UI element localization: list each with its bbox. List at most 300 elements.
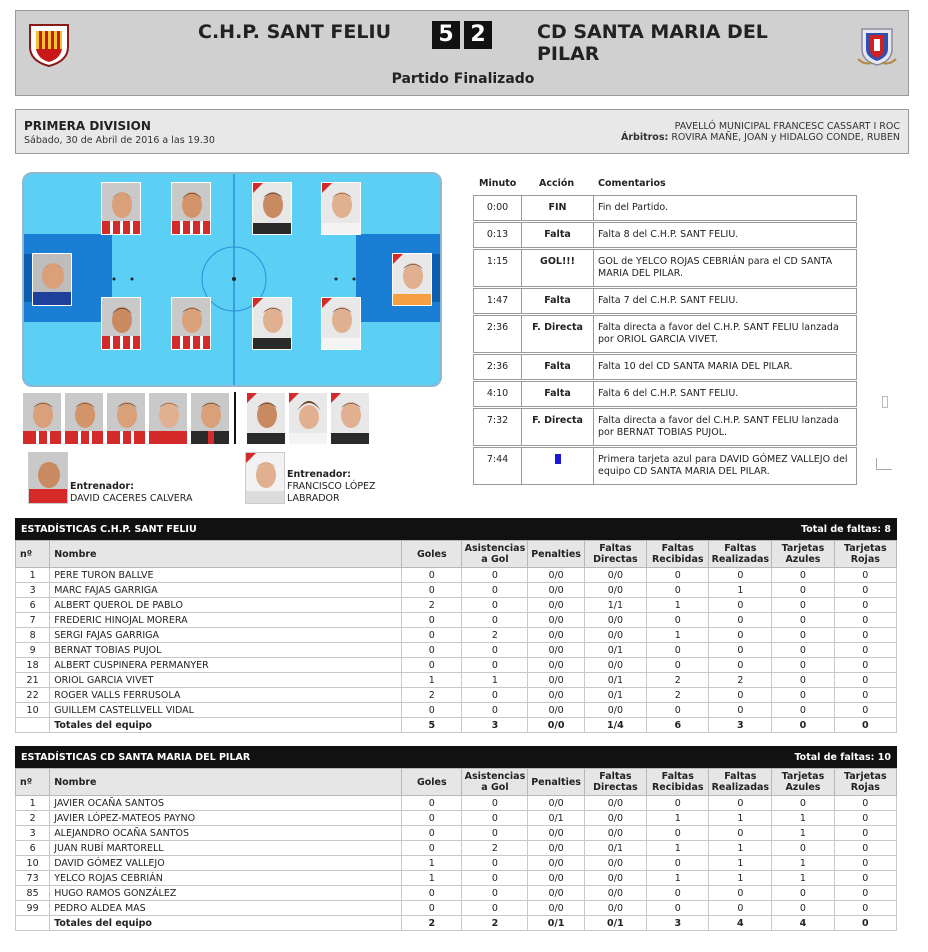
stat-cell: 0	[772, 598, 834, 613]
stat-cell: 8	[16, 628, 50, 643]
stat-cell: 0	[709, 826, 772, 841]
away-coach-label: Entrenador:	[287, 469, 351, 480]
stat-cell: 0	[402, 796, 462, 811]
stat-cell: 0	[772, 658, 834, 673]
stats-column-header[interactable]: Faltas Realizadas	[709, 769, 772, 796]
stat-cell: 0/0	[528, 568, 584, 583]
stat-cell: 0	[834, 598, 896, 613]
stat-cell: 0	[834, 796, 896, 811]
stat-cell: 0	[772, 688, 834, 703]
home-coach-label: Entrenador:	[70, 481, 134, 492]
stat-cell: 0	[647, 901, 709, 916]
stat-cell: 0	[462, 796, 528, 811]
player-name[interactable]: ALBERT QUEROL DE PABLO	[50, 598, 402, 613]
stat-cell: 0	[647, 886, 709, 901]
stat-cell: 0/1	[528, 811, 584, 826]
stat-cell: 10	[16, 856, 50, 871]
player-name[interactable]: SERGI FAJAS GARRIGA	[50, 628, 402, 643]
home-stats-bar	[15, 518, 897, 540]
stat-cell: 2	[647, 673, 709, 688]
player-name[interactable]: GUILLEM CASTELLVELL VIDAL	[50, 703, 402, 718]
stats-header-row	[16, 769, 897, 796]
total-cell: Totales del equipo	[50, 718, 402, 733]
stat-cell: 0	[772, 796, 834, 811]
player-photo[interactable]	[252, 297, 292, 350]
stat-cell: 0	[402, 568, 462, 583]
stat-cell: 0/0	[584, 613, 646, 628]
stat-cell: 0	[772, 613, 834, 628]
substitute-photo[interactable]	[246, 392, 286, 445]
table-row	[16, 841, 897, 856]
home-coach-photo[interactable]	[28, 452, 68, 504]
table-row	[16, 688, 897, 703]
event-row	[473, 354, 857, 380]
player-name[interactable]: ORIOL GARCIA VIVET	[50, 673, 402, 688]
stat-cell: 1	[709, 583, 772, 598]
stat-cell: 1	[772, 826, 834, 841]
table-row	[16, 826, 897, 841]
stat-cell: 0	[834, 688, 896, 703]
stat-cell: 0/0	[584, 796, 646, 811]
total-cell: 1/4	[584, 718, 646, 733]
event-minute: 4:10	[474, 382, 522, 406]
total-cell: 0	[834, 916, 896, 931]
stat-cell: 0	[834, 901, 896, 916]
events-header-action: Acción	[539, 178, 575, 189]
table-row	[16, 886, 897, 901]
substitute-photo[interactable]	[288, 392, 328, 445]
stat-cell: 0	[772, 643, 834, 658]
stat-cell: 0	[402, 658, 462, 673]
table-row	[16, 796, 897, 811]
player-photo[interactable]	[171, 297, 211, 350]
substitute-photo[interactable]	[22, 392, 62, 445]
stat-cell: 1	[402, 856, 462, 871]
player-name[interactable]: DAVID GÓMEZ VALLEJO	[50, 856, 402, 871]
stat-cell: 1	[402, 871, 462, 886]
stats-column-header[interactable]: nº	[16, 541, 50, 568]
stat-cell: 0	[834, 643, 896, 658]
player-photo[interactable]	[252, 182, 292, 235]
stat-cell: 0	[834, 568, 896, 583]
event-minute: 7:44	[474, 448, 522, 484]
player-name[interactable]: FREDERIC HINOJAL MORERA	[50, 613, 402, 628]
event-row	[473, 408, 857, 446]
stat-cell: 0	[834, 871, 896, 886]
stat-cell: 0/1	[584, 841, 646, 856]
stat-cell: 0/0	[584, 811, 646, 826]
event-row	[473, 249, 857, 287]
away-crest-icon[interactable]	[852, 19, 902, 69]
stat-cell: 0	[772, 673, 834, 688]
home-team-name[interactable]: C.H.P. SANT FELIU	[198, 21, 391, 43]
stat-cell: 99	[16, 901, 50, 916]
stat-cell: 0/0	[584, 628, 646, 643]
stat-cell: 2	[462, 841, 528, 856]
table-row	[16, 658, 897, 673]
substitute-photo[interactable]	[190, 392, 230, 445]
total-cell: 0/1	[584, 916, 646, 931]
stats-column-header[interactable]: Nombre	[50, 769, 402, 796]
stat-cell: 1	[16, 568, 50, 583]
total-cell: 3	[462, 718, 528, 733]
events-header	[473, 176, 857, 194]
stat-cell: 1	[647, 871, 709, 886]
table-row	[16, 871, 897, 886]
player-name[interactable]: ROGER VALLS FERRUSOLA	[50, 688, 402, 703]
away-total-fouls: Total de faltas: 10	[794, 752, 891, 763]
stats-column-header[interactable]: Nombre	[50, 541, 402, 568]
player-name[interactable]: PEDRO ALDEA MAS	[50, 901, 402, 916]
substitute-photo[interactable]	[106, 392, 146, 445]
event-row	[473, 288, 857, 314]
stat-cell: 0	[462, 856, 528, 871]
stat-cell: 0	[834, 628, 896, 643]
stat-cell: 0	[709, 688, 772, 703]
stat-cell: 0/0	[584, 826, 646, 841]
stat-cell: 0/1	[584, 643, 646, 658]
stat-cell: 21	[16, 673, 50, 688]
away-score: 2	[464, 21, 492, 49]
event-row	[473, 222, 857, 248]
stat-cell: 0/1	[584, 688, 646, 703]
total-cell: 0/0	[528, 718, 584, 733]
stat-cell: 0	[402, 643, 462, 658]
stat-cell: 0	[709, 658, 772, 673]
player-name[interactable]: YELCO ROJAS CEBRIÁN	[50, 871, 402, 886]
stat-cell: 22	[16, 688, 50, 703]
stat-cell: 2	[402, 598, 462, 613]
stat-cell: 0	[709, 796, 772, 811]
stat-cell: 1	[647, 598, 709, 613]
away-team-name[interactable]: CD SANTA MARIA DEL PILAR	[537, 21, 768, 65]
away-stats-table	[15, 768, 897, 931]
stat-cell: 0	[709, 598, 772, 613]
stat-cell: 0	[462, 826, 528, 841]
event-minute: 0:00	[474, 196, 522, 220]
player-name[interactable]: JUAN RUBÍ MARTORELL	[50, 841, 402, 856]
stat-cell: 1/1	[584, 598, 646, 613]
total-cell: 6	[647, 718, 709, 733]
stat-cell: 73	[16, 871, 50, 886]
table-row	[16, 856, 897, 871]
stat-cell: 2	[647, 688, 709, 703]
stat-cell: 0	[402, 583, 462, 598]
stat-cell: 0	[402, 841, 462, 856]
total-cell: 2	[402, 916, 462, 931]
total-cell: Totales del equipo	[50, 916, 402, 931]
stat-cell: 0	[647, 568, 709, 583]
stat-cell: 0/0	[584, 568, 646, 583]
total-cell: 0/1	[528, 916, 584, 931]
court-lines	[24, 174, 442, 387]
event-action: Falta	[522, 382, 594, 406]
stats-column-header[interactable]: Faltas Recibidas	[647, 769, 709, 796]
stat-cell: 3	[16, 583, 50, 598]
event-minute: 2:36	[474, 355, 522, 379]
stat-cell: 9	[16, 643, 50, 658]
event-comment: Primera tarjeta azul para DAVID GÓMEZ VALLEJO del equipo CD SANTA MARIA DEL PILAR.	[598, 454, 848, 477]
stat-cell: 0	[647, 583, 709, 598]
away-coach	[287, 469, 407, 505]
stats-column-header[interactable]: Faltas Recibidas	[647, 541, 709, 568]
event-row	[473, 315, 857, 353]
stat-cell: 1	[709, 871, 772, 886]
table-row	[16, 613, 897, 628]
stat-cell: 0	[462, 583, 528, 598]
stat-cell: 0	[402, 811, 462, 826]
stat-cell: 0	[709, 886, 772, 901]
stats-column-header[interactable]: Penalties	[528, 541, 584, 568]
stat-cell: 0/0	[528, 826, 584, 841]
stat-cell: 0/0	[528, 658, 584, 673]
stat-cell: 1	[772, 811, 834, 826]
stat-cell: 0/0	[584, 703, 646, 718]
event-comment: Falta 7 del C.H.P. SANT FELIU.	[598, 295, 739, 306]
stat-cell: 0	[462, 658, 528, 673]
stat-cell: 0	[834, 673, 896, 688]
stat-cell: 0	[647, 613, 709, 628]
total-cell: 4	[772, 916, 834, 931]
stat-cell: 0	[402, 826, 462, 841]
decorative-box	[882, 396, 888, 408]
player-name[interactable]: HUGO RAMOS GONZÁLEZ	[50, 886, 402, 901]
table-row	[16, 811, 897, 826]
stat-cell: 0/0	[584, 658, 646, 673]
stat-cell: 6	[16, 598, 50, 613]
event-action: F. Directa	[522, 409, 594, 445]
player-name[interactable]: ALBERT CUSPINERA PERMANYER	[50, 658, 402, 673]
stats-column-header[interactable]: Asistencias a Gol	[462, 769, 528, 796]
player-name[interactable]: PERE TURON BALLVE	[50, 568, 402, 583]
bench-separator	[234, 392, 236, 444]
stat-cell: 0/0	[528, 583, 584, 598]
stats-column-header[interactable]: Faltas Directas	[584, 541, 646, 568]
event-comment: Fin del Partido.	[598, 202, 669, 213]
away-stats-title: ESTADÍSTICAS CD SANTA MARIA DEL PILAR	[21, 752, 251, 763]
total-cell: 5	[402, 718, 462, 733]
player-photo[interactable]	[101, 297, 141, 350]
stat-cell: 0	[772, 568, 834, 583]
stat-cell: 0	[647, 643, 709, 658]
event-row	[473, 381, 857, 407]
event-minute: 1:15	[474, 250, 522, 286]
stat-cell: 0	[709, 901, 772, 916]
event-comment: Falta 6 del C.H.P. SANT FELIU.	[598, 388, 739, 399]
goalkeeper-photo[interactable]	[392, 253, 432, 306]
stats-column-header[interactable]: Tarjetas Rojas	[834, 541, 896, 568]
home-score: 5	[432, 21, 460, 49]
stat-cell: 0	[834, 886, 896, 901]
stat-cell: 0/0	[584, 583, 646, 598]
stat-cell: 0/0	[528, 886, 584, 901]
player-name[interactable]: JAVIER LÓPEZ-MATEOS PAYNO	[50, 811, 402, 826]
stat-cell: 1	[772, 856, 834, 871]
table-row	[16, 673, 897, 688]
stat-cell: 0	[834, 841, 896, 856]
stats-column-header[interactable]: Tarjetas Azules	[772, 769, 834, 796]
table-row	[16, 568, 897, 583]
match-date: Sábado, 30 de Abril de 2016 a las 19.30	[24, 135, 215, 146]
stat-cell: 1	[709, 856, 772, 871]
home-total-fouls: Total de faltas: 8	[801, 524, 891, 535]
totals-row	[16, 916, 897, 931]
player-name[interactable]: ALEJANDRO OCAÑA SANTOS	[50, 826, 402, 841]
stat-cell: 0	[462, 568, 528, 583]
stat-cell: 0	[462, 811, 528, 826]
event-action: GOL!!!	[522, 250, 594, 286]
stat-cell: 0	[709, 703, 772, 718]
stat-cell: 1	[402, 673, 462, 688]
event-action: F. Directa	[522, 316, 594, 352]
stats-column-header[interactable]: Tarjetas Rojas	[834, 769, 896, 796]
substitute-photo[interactable]	[148, 392, 188, 445]
event-comment: Falta 8 del C.H.P. SANT FELIU.	[598, 229, 739, 240]
total-cell: 3	[647, 916, 709, 931]
stat-cell: 0	[462, 613, 528, 628]
stats-column-header[interactable]: Faltas Realizadas	[709, 541, 772, 568]
stat-cell: 0	[709, 643, 772, 658]
total-cell: 0	[834, 718, 896, 733]
total-cell	[16, 916, 50, 931]
stat-cell: 0	[462, 901, 528, 916]
event-action: Falta	[522, 289, 594, 313]
totals-row	[16, 718, 897, 733]
match-events	[473, 176, 857, 485]
stat-cell: 0	[772, 703, 834, 718]
stat-cell: 1	[462, 673, 528, 688]
substitute-photo[interactable]	[64, 392, 104, 445]
stat-cell: 1	[709, 841, 772, 856]
stat-cell: 0	[462, 688, 528, 703]
referees	[621, 132, 900, 143]
table-row	[16, 628, 897, 643]
home-coach	[70, 481, 193, 505]
home-stats-title: ESTADÍSTICAS C.H.P. SANT FELIU	[21, 524, 197, 535]
match-info-bar	[15, 109, 909, 154]
stats-column-header[interactable]: Tarjetas Azules	[772, 541, 834, 568]
stat-cell: 0/0	[528, 688, 584, 703]
stat-cell: 0	[462, 703, 528, 718]
stats-column-header[interactable]: Asistencias a Gol	[462, 541, 528, 568]
stat-cell: 0	[772, 841, 834, 856]
stat-cell: 0/0	[584, 886, 646, 901]
table-row	[16, 901, 897, 916]
stat-cell: 0	[834, 613, 896, 628]
event-comment: Falta directa a favor del C.H.P. SANT FELIU lanzada por BERNAT TOBIAS PUJOL.	[598, 415, 839, 438]
stat-cell: 0	[647, 703, 709, 718]
stat-cell: 0	[772, 886, 834, 901]
court-lineup	[22, 172, 442, 387]
event-action	[522, 448, 594, 484]
stat-cell: 0	[462, 643, 528, 658]
stat-cell: 0	[462, 598, 528, 613]
decorative-corner	[876, 458, 892, 470]
player-photo[interactable]	[171, 182, 211, 235]
stat-cell: 7	[16, 613, 50, 628]
away-coach-name: FRANCISCO LÓPEZ LABRADOR	[287, 481, 376, 504]
total-cell: 0	[772, 718, 834, 733]
stat-cell: 0	[709, 628, 772, 643]
stat-cell: 0/0	[528, 796, 584, 811]
stat-cell: 1	[709, 811, 772, 826]
player-photo[interactable]	[321, 297, 361, 350]
player-name[interactable]: BERNAT TOBIAS PUJOL	[50, 643, 402, 658]
stat-cell: 0/0	[528, 856, 584, 871]
stat-cell: 0	[834, 811, 896, 826]
stat-cell: 0/1	[584, 673, 646, 688]
stats-column-header[interactable]: Goles	[402, 541, 462, 568]
stat-cell: 0	[772, 583, 834, 598]
stat-cell: 0/0	[528, 643, 584, 658]
total-cell: 3	[709, 718, 772, 733]
substitute-photo[interactable]	[330, 392, 370, 445]
event-comment: GOL de YELCO ROJAS CEBRIÁN para el CD SANTA MARIA DEL PILAR.	[598, 256, 833, 279]
stats-column-header[interactable]: Faltas Directas	[584, 769, 646, 796]
stat-cell: 2	[402, 688, 462, 703]
stats-column-header[interactable]: nº	[16, 769, 50, 796]
stat-cell: 0	[647, 826, 709, 841]
stats-column-header[interactable]: Penalties	[528, 769, 584, 796]
stat-cell: 0/0	[528, 703, 584, 718]
stat-cell: 0/0	[528, 613, 584, 628]
event-comment: Falta 10 del CD SANTA MARIA DEL PILAR.	[598, 361, 793, 372]
player-name[interactable]: MARC FAJAS GARRIGA	[50, 583, 402, 598]
home-stats-table	[15, 540, 897, 733]
player-photo[interactable]	[101, 182, 141, 235]
stat-cell: 0	[647, 658, 709, 673]
event-action: FIN	[522, 196, 594, 220]
stat-cell: 0/0	[584, 856, 646, 871]
stats-column-header[interactable]: Goles	[402, 769, 462, 796]
stat-cell: 10	[16, 703, 50, 718]
stat-cell: 0/0	[528, 901, 584, 916]
player-name[interactable]: JAVIER OCAÑA SANTOS	[50, 796, 402, 811]
stat-cell: 2	[462, 628, 528, 643]
referees-label: Árbitros:	[620, 132, 669, 143]
home-crest-icon[interactable]	[24, 19, 74, 69]
stat-cell: 0	[709, 613, 772, 628]
referees-names: ROVIRA MAÑE, JOAN y HIDALGO CONDE, RUBEN	[671, 132, 900, 143]
stat-cell: 0	[402, 886, 462, 901]
blue-card-icon	[555, 454, 561, 464]
stat-cell: 0	[402, 703, 462, 718]
stat-cell: 3	[16, 826, 50, 841]
stat-cell: 0	[772, 628, 834, 643]
event-row	[473, 447, 857, 485]
competition-name: PRIMERA DIVISION	[24, 119, 151, 133]
stat-cell: 0/0	[584, 901, 646, 916]
stat-cell: 0	[402, 613, 462, 628]
player-photo[interactable]	[321, 182, 361, 235]
stat-cell: 0/0	[528, 628, 584, 643]
goalkeeper-photo[interactable]	[32, 253, 72, 306]
stat-cell: 2	[709, 673, 772, 688]
away-stats-panel	[15, 746, 897, 931]
stat-cell: 1	[647, 811, 709, 826]
stat-cell: 0/0	[584, 871, 646, 886]
table-row	[16, 643, 897, 658]
stat-cell: 0	[834, 583, 896, 598]
away-stats-bar	[15, 746, 897, 768]
stat-cell: 1	[647, 628, 709, 643]
table-row	[16, 583, 897, 598]
stat-cell: 0	[647, 856, 709, 871]
home-coach-name: DAVID CACERES CALVERA	[70, 493, 193, 504]
stat-cell: 0/0	[528, 598, 584, 613]
away-coach-photo[interactable]	[245, 452, 285, 504]
stat-cell: 0/0	[528, 841, 584, 856]
